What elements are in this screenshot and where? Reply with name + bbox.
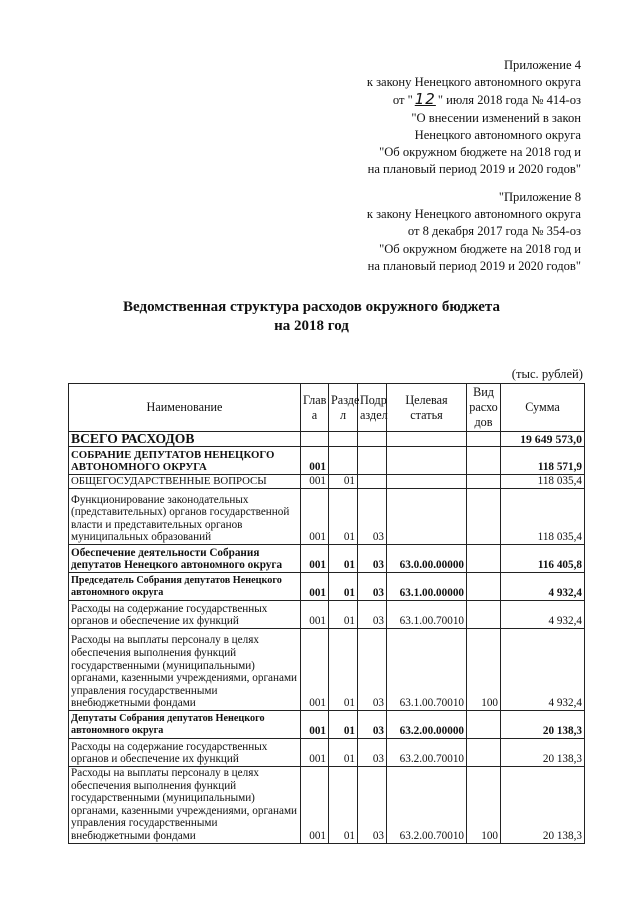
row-name: Расходы на содержание государственных органов и обеспечение их функций xyxy=(69,601,301,629)
row-razdel: 01 xyxy=(329,489,358,545)
row-celevaya-statya: 63.1.00.00000 xyxy=(387,573,467,601)
document-title-line1: Ведомственная структура расходов окружного бюджета xyxy=(123,299,500,315)
header-glava: Глав а xyxy=(301,384,329,432)
row-razdel: 01 xyxy=(329,545,358,573)
row-glava: 001 xyxy=(301,545,329,573)
table-row xyxy=(69,711,585,739)
row-name: Расходы на содержание государственных органов и обеспечение их функций xyxy=(69,739,301,767)
row-summa: 19 649 573,0 xyxy=(501,432,585,447)
row-razdel xyxy=(329,432,358,447)
row-podrazdel xyxy=(358,432,387,447)
appendix-4-line4: "О внесении изменений в закон xyxy=(411,110,581,125)
row-vid xyxy=(467,432,501,447)
row-glava: 001 xyxy=(301,739,329,767)
row-vid: 100 xyxy=(467,767,501,844)
row-podrazdel xyxy=(358,447,387,475)
appendix-8-line3: от 8 декабря 2017 года № 354-оз xyxy=(407,224,581,239)
row-razdel: 01 xyxy=(329,711,358,739)
row-razdel: 01 xyxy=(329,739,358,767)
table-row xyxy=(69,573,585,601)
table-row xyxy=(69,475,585,489)
appendix-8-line4: "Об окружном бюджете на 2018 год и xyxy=(379,241,581,256)
row-glava: 001 xyxy=(301,601,329,629)
row-summa: 4 932,4 xyxy=(501,601,585,629)
row-celevaya-statya: 63.2.00.70010 xyxy=(387,739,467,767)
row-podrazdel: 03 xyxy=(358,573,387,601)
document-title xyxy=(0,298,639,336)
appendix-4-line7: на плановый период 2019 и 2020 годов" xyxy=(367,162,581,177)
header-summa: Сумма xyxy=(501,384,585,432)
row-name: Функционирование законодательных (представительных) органов государственной власти и представительных органов муниципальных образований xyxy=(69,489,301,545)
row-vid xyxy=(467,711,501,739)
row-vid: 100 xyxy=(467,629,501,711)
appendix-4-line3 xyxy=(367,91,581,109)
row-podrazdel: 03 xyxy=(358,711,387,739)
row-razdel: 01 xyxy=(329,629,358,711)
row-podrazdel: 03 xyxy=(358,601,387,629)
row-glava: 001 xyxy=(301,475,329,489)
row-glava xyxy=(301,432,329,447)
appendix-4-date-prefix: от " xyxy=(392,93,413,108)
row-vid xyxy=(467,489,501,545)
header-razdel: Разде л xyxy=(329,384,358,432)
row-vid xyxy=(467,573,501,601)
row-summa: 4 932,4 xyxy=(501,573,585,601)
row-celevaya-statya xyxy=(387,432,467,447)
row-glava: 001 xyxy=(301,767,329,844)
row-celevaya-statya: 63.2.00.70010 xyxy=(387,767,467,844)
row-glava: 001 xyxy=(301,711,329,739)
table-row xyxy=(69,432,585,447)
row-celevaya-statya xyxy=(387,489,467,545)
header-celevaya-statya: Целевая статья xyxy=(387,384,467,432)
row-name: Председатель Собрания депутатов Ненецкого автономного округа xyxy=(69,573,301,601)
row-vid xyxy=(467,545,501,573)
table-row xyxy=(69,601,585,629)
row-glava: 001 xyxy=(301,573,329,601)
header-vid-rashodov: Вид расхо дов xyxy=(467,384,501,432)
row-celevaya-statya: 63.2.00.00000 xyxy=(387,711,467,739)
appendix-8-line1: "Приложение 8 xyxy=(498,190,581,204)
row-vid xyxy=(467,447,501,475)
header-podrazdel: Подр аздел xyxy=(358,384,387,432)
row-celevaya-statya xyxy=(387,447,467,475)
row-razdel: 01 xyxy=(329,475,358,489)
row-vid xyxy=(467,739,501,767)
row-name: Депутаты Собрания депутатов Ненецкого автономного округа xyxy=(69,711,301,739)
appendix-4-line5: Ненецкого автономного округа xyxy=(414,127,581,142)
row-summa: 20 138,3 xyxy=(501,767,585,844)
row-razdel: 01 xyxy=(329,601,358,629)
table-row xyxy=(69,739,585,767)
row-podrazdel xyxy=(358,475,387,489)
row-podrazdel: 03 xyxy=(358,489,387,545)
row-name: СОБРАНИЕ ДЕПУТАТОВ НЕНЕЦКОГО АВТОНОМНОГО ОКРУГА xyxy=(69,447,301,475)
appendix-8-line5: на плановый период 2019 и 2020 годов" xyxy=(367,258,581,273)
row-name: Расходы на выплаты персоналу в целях обеспечения выполнения функций государственными (муниципальными) органами, казенными учреждениями, органами управления государственными внебюджетными фондами xyxy=(69,629,301,711)
row-summa: 20 138,3 xyxy=(501,739,585,767)
row-celevaya-statya: 63.0.00.00000 xyxy=(387,545,467,573)
budget-table xyxy=(68,383,585,844)
row-name: ВСЕГО РАСХОДОВ xyxy=(69,432,301,447)
row-summa: 20 138,3 xyxy=(501,711,585,739)
units-label: (тыс. рублей) xyxy=(511,367,583,381)
row-celevaya-statya xyxy=(387,475,467,489)
appendix-4-line2: к закону Ненецкого автономного округа xyxy=(366,75,581,90)
table-row xyxy=(69,545,585,573)
row-vid xyxy=(467,601,501,629)
row-razdel xyxy=(329,447,358,475)
row-razdel: 01 xyxy=(329,767,358,844)
row-podrazdel: 03 xyxy=(358,767,387,844)
table-row xyxy=(69,629,585,711)
row-razdel: 01 xyxy=(329,573,358,601)
row-celevaya-statya: 63.1.00.70010 xyxy=(387,629,467,711)
appendix-8-header xyxy=(367,189,581,275)
document-title-line2: на 2018 год xyxy=(274,318,349,334)
table-row xyxy=(69,767,585,844)
row-summa: 116 405,8 xyxy=(501,545,585,573)
row-name: Обеспечение деятельности Собрания депутатов Ненецкого автономного округа xyxy=(69,545,301,573)
row-summa: 118 035,4 xyxy=(501,475,585,489)
appendix-4-header xyxy=(367,57,581,178)
row-celevaya-statya: 63.1.00.70010 xyxy=(387,601,467,629)
header-name: Наименование xyxy=(69,384,301,432)
table-row xyxy=(69,447,585,475)
row-podrazdel: 03 xyxy=(358,739,387,767)
row-summa: 118 035,4 xyxy=(501,489,585,545)
appendix-4-line6: "Об окружном бюджете на 2018 год и xyxy=(379,145,581,160)
row-podrazdel: 03 xyxy=(358,545,387,573)
table-row xyxy=(69,489,585,545)
row-podrazdel: 03 xyxy=(358,629,387,711)
row-summa: 4 932,4 xyxy=(501,629,585,711)
row-glava: 001 xyxy=(301,447,329,475)
row-glava: 001 xyxy=(301,629,329,711)
row-name: Расходы на выплаты персоналу в целях обеспечения выполнения функций государственными (муниципальными) органами, казенными учреждениями, органами управления государственными внебюджетными фондами xyxy=(69,767,301,844)
row-summa: 118 571,9 xyxy=(501,447,585,475)
row-name: ОБЩЕГОСУДАРСТВЕННЫЕ ВОПРОСЫ xyxy=(69,475,301,489)
row-vid xyxy=(467,475,501,489)
appendix-4-line1: Приложение 4 xyxy=(503,58,581,72)
row-glava: 001 xyxy=(301,489,329,545)
table-header-row xyxy=(69,384,585,432)
handwritten-day: 12 xyxy=(414,90,436,109)
appendix-4-date-suffix: " июля 2018 года № 414-оз xyxy=(437,93,581,108)
appendix-8-line2: к закону Ненецкого автономного округа xyxy=(366,207,581,222)
